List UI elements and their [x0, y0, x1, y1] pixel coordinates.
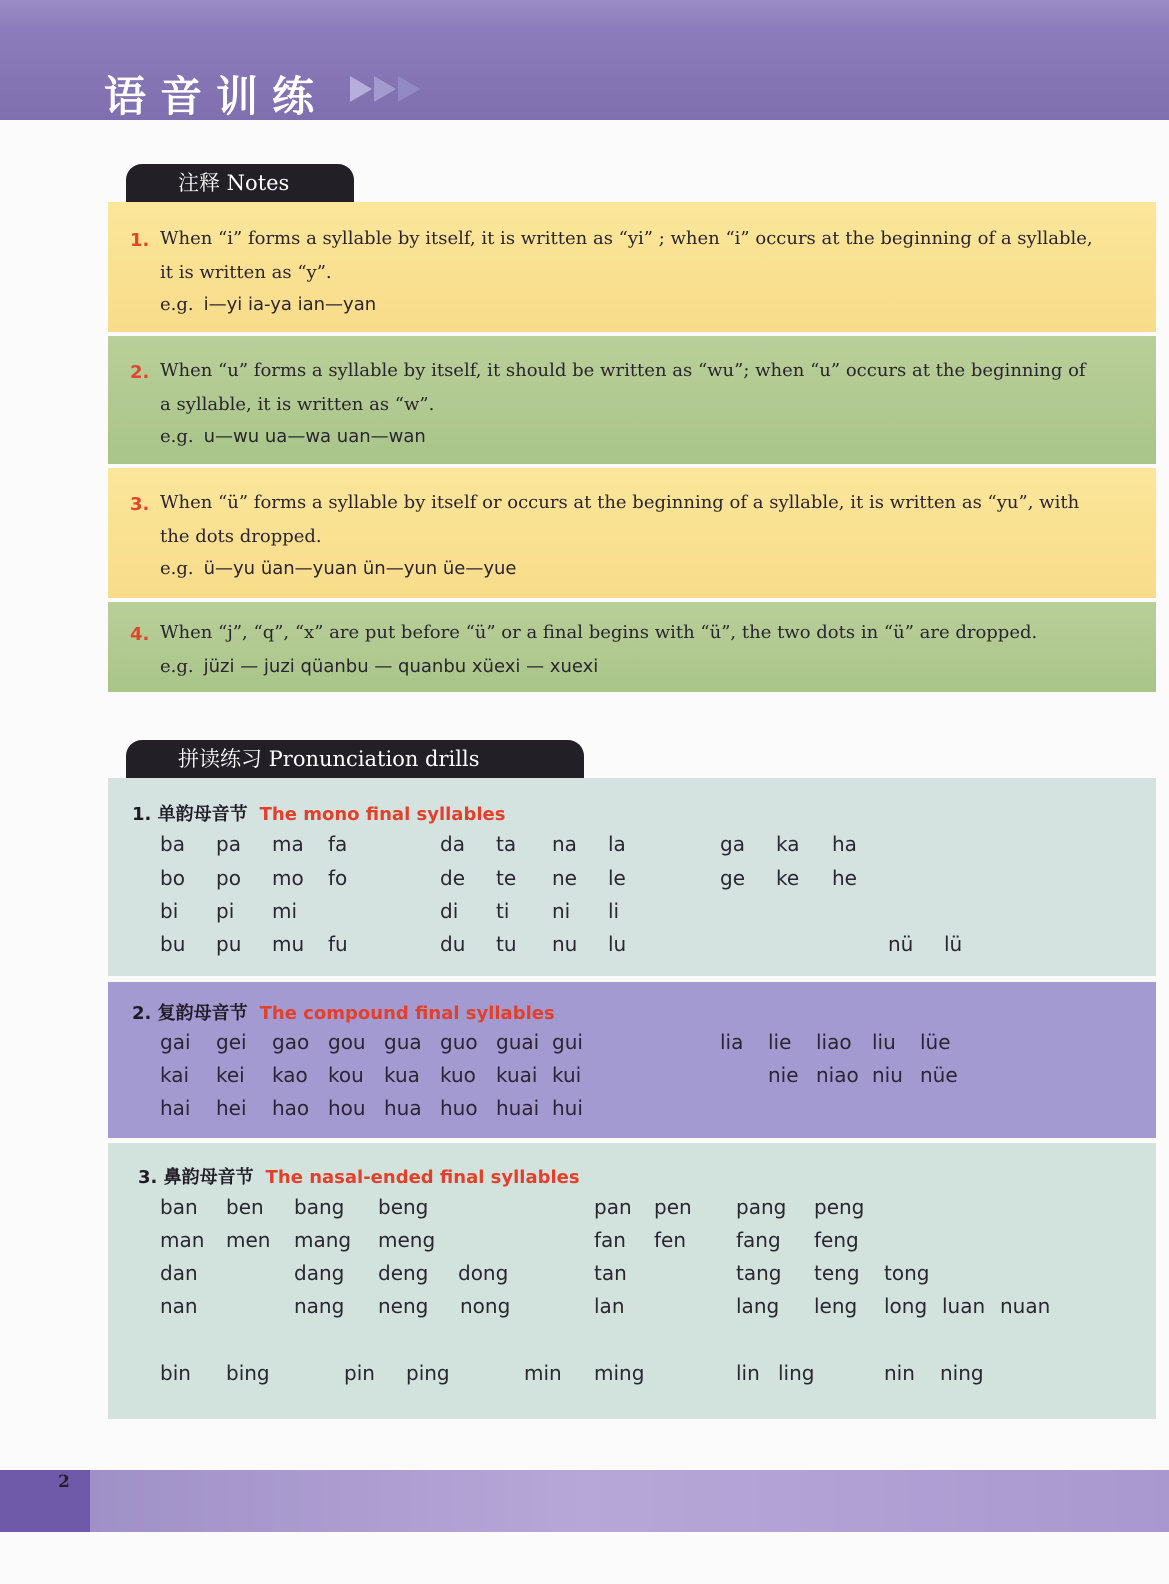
arrow-icon [398, 76, 420, 102]
note-text-line: it is written as “y”. [160, 262, 332, 283]
syllable: ping [406, 1361, 450, 1385]
syllable: pa [216, 832, 241, 856]
syllable: ba [160, 832, 185, 856]
syllable: du [440, 932, 466, 956]
syllable: pen [654, 1195, 692, 1219]
note-example [160, 294, 376, 315]
syllable: gou [328, 1030, 366, 1054]
syllable: long [884, 1294, 928, 1318]
triple-arrow-icon [350, 76, 420, 102]
syllable: hai [160, 1096, 191, 1120]
syllable: kai [160, 1063, 190, 1087]
syllable: dang [294, 1261, 345, 1285]
syllable: le [608, 866, 626, 890]
syllable: nüe [920, 1063, 958, 1087]
compound-finals-section [108, 982, 1156, 1138]
note-example [160, 426, 426, 447]
syllable: neng [378, 1294, 429, 1318]
syllable: nang [294, 1294, 345, 1318]
syllable: mo [272, 866, 304, 890]
section-title [132, 999, 555, 1025]
syllable: nuan [1000, 1294, 1051, 1318]
note-text-line: When “ü” forms a syllable by itself or occurs at the beginning of a syllable, it is written as “yu”, with [160, 492, 1080, 513]
arrow-icon [374, 76, 396, 102]
syllable: de [440, 866, 465, 890]
footer-band [0, 1470, 1169, 1532]
syllable: nong [460, 1294, 511, 1318]
section-title-zh: 3. 鼻韵母音节 [138, 1167, 254, 1188]
syllable: meng [378, 1228, 436, 1252]
syllable: hou [328, 1096, 366, 1120]
note-text-line: When “u” forms a syllable by itself, it should be written as “wu”; when “u” occurs at the beginning of [160, 360, 1086, 381]
syllable: lie [768, 1030, 792, 1054]
syllable: beng [378, 1195, 429, 1219]
syllable: men [226, 1228, 271, 1252]
section-title-en: The compound final syllables [259, 1003, 555, 1024]
syllable: ning [940, 1361, 984, 1385]
syllable: tang [736, 1261, 782, 1285]
header-band [0, 0, 1169, 120]
syllable: kao [272, 1063, 308, 1087]
syllable: gai [160, 1030, 191, 1054]
syllable: fan [594, 1228, 626, 1252]
syllable: fo [328, 866, 348, 890]
syllable: lang [736, 1294, 780, 1318]
syllable: lia [720, 1030, 744, 1054]
syllable: pi [216, 899, 235, 923]
syllable: te [496, 866, 517, 890]
syllable: ka [776, 832, 800, 856]
syllable: ne [552, 866, 577, 890]
example-label: e.g. [160, 426, 194, 447]
note-number: 3. [130, 494, 150, 515]
syllable: ge [720, 866, 745, 890]
syllable: hui [552, 1096, 583, 1120]
syllable: nin [884, 1361, 915, 1385]
syllable: dan [160, 1261, 198, 1285]
nasal-finals-section [108, 1143, 1156, 1419]
syllable: ni [552, 899, 571, 923]
syllable: kuo [440, 1063, 476, 1087]
arrow-icon [350, 76, 372, 102]
syllable: mang [294, 1228, 352, 1252]
syllable: feng [814, 1228, 859, 1252]
syllable: kuai [496, 1063, 538, 1087]
syllable: fen [654, 1228, 687, 1252]
notes-tab: 注释 Notes [126, 164, 354, 202]
syllable: deng [378, 1261, 429, 1285]
syllable: fang [736, 1228, 781, 1252]
syllable: ha [832, 832, 857, 856]
syllable: mu [272, 932, 305, 956]
note-example [160, 558, 517, 579]
syllable: po [216, 866, 241, 890]
syllable: he [832, 866, 857, 890]
syllable: bu [160, 932, 186, 956]
syllable: ming [594, 1361, 645, 1385]
drills-tab: 拼读练习 Pronunciation drills [126, 740, 584, 778]
section-title [132, 800, 505, 826]
syllable: lan [594, 1294, 625, 1318]
syllable: fu [328, 932, 348, 956]
note-text-line: When “j”, “q”, “x” are put before “ü” or a final begins with “ü”, the two dots in “ü” are dropped. [160, 622, 1038, 643]
syllable: niu [872, 1063, 903, 1087]
example-label: e.g. [160, 558, 194, 579]
syllable: niao [816, 1063, 859, 1087]
mono-finals-section [108, 778, 1156, 976]
note-box-2 [108, 336, 1156, 464]
syllable: hua [384, 1096, 422, 1120]
syllable: kua [384, 1063, 420, 1087]
section-title-en: The nasal-ended final syllables [265, 1167, 580, 1188]
syllable: kei [216, 1063, 245, 1087]
syllable: dong [458, 1261, 509, 1285]
syllable: gei [216, 1030, 247, 1054]
syllable: la [608, 832, 626, 856]
syllable: gui [552, 1030, 583, 1054]
note-text-line: the dots dropped. [160, 526, 322, 547]
syllable: nu [552, 932, 578, 956]
syllable: min [524, 1361, 562, 1385]
syllable: pin [344, 1361, 375, 1385]
syllable: ma [272, 832, 304, 856]
syllable: lü [944, 932, 963, 956]
syllable: gao [272, 1030, 310, 1054]
syllable: fa [328, 832, 348, 856]
page-title: 语音训练 [104, 72, 329, 121]
syllable: bo [160, 866, 185, 890]
syllable: bing [226, 1361, 270, 1385]
syllable: tan [594, 1261, 627, 1285]
syllable: ta [496, 832, 517, 856]
syllable: ti [496, 899, 510, 923]
syllable: liu [872, 1030, 896, 1054]
syllable: huai [496, 1096, 540, 1120]
syllable: nie [768, 1063, 799, 1087]
section-title-zh: 2. 复韵母音节 [132, 1003, 248, 1024]
syllable: hao [272, 1096, 310, 1120]
syllable: bi [160, 899, 179, 923]
syllable: liao [816, 1030, 852, 1054]
note-box-3 [108, 468, 1156, 598]
note-number: 1. [130, 230, 150, 251]
syllable: leng [814, 1294, 858, 1318]
syllable: guo [440, 1030, 478, 1054]
syllable: peng [814, 1195, 865, 1219]
syllable: bang [294, 1195, 345, 1219]
section-title-en: The mono final syllables [259, 804, 506, 825]
example-text: ü—yu üan—yuan ün—yun üe—yue [203, 558, 517, 579]
syllable: pu [216, 932, 242, 956]
syllable: tong [884, 1261, 930, 1285]
syllable: mi [272, 899, 298, 923]
example-text: jüzi — juzi qüanbu — quanbu xüexi — xuexi [203, 656, 599, 677]
example-label: e.g. [160, 656, 194, 677]
syllable: ling [778, 1361, 815, 1385]
syllable: teng [814, 1261, 860, 1285]
syllable: lu [608, 932, 627, 956]
example-text: i—yi ia-ya ian—yan [203, 294, 377, 315]
syllable: pang [736, 1195, 787, 1219]
note-box-1 [108, 202, 1156, 332]
syllable: gua [384, 1030, 422, 1054]
note-box-4 [108, 602, 1156, 692]
section-title [138, 1163, 580, 1189]
example-label: e.g. [160, 294, 194, 315]
syllable: lin [736, 1361, 760, 1385]
syllable: luan [942, 1294, 986, 1318]
section-title-zh: 1. 单韵母音节 [132, 804, 248, 825]
syllable: bin [160, 1361, 191, 1385]
syllable: nü [888, 932, 914, 956]
syllable: kui [552, 1063, 582, 1087]
syllable: na [552, 832, 577, 856]
syllable: ke [776, 866, 800, 890]
syllable: hei [216, 1096, 247, 1120]
syllable: di [440, 899, 459, 923]
note-text-line: When “i” forms a syllable by itself, it is written as “yi” ; when “i” occurs at the beginning of a syllable, [160, 228, 1093, 249]
syllable: nan [160, 1294, 198, 1318]
syllable: kou [328, 1063, 364, 1087]
syllable: guai [496, 1030, 540, 1054]
syllable: ban [160, 1195, 198, 1219]
note-text-line: a syllable, it is written as “w”. [160, 394, 435, 415]
syllable: ben [226, 1195, 264, 1219]
note-number: 2. [130, 362, 150, 383]
page-number-box [0, 1470, 90, 1532]
example-text: u—wu ua—wa uan—wan [203, 426, 426, 447]
note-number: 4. [130, 624, 150, 645]
page-number: 2 [58, 1472, 70, 1492]
syllable: li [608, 899, 620, 923]
syllable: lüe [920, 1030, 951, 1054]
syllable: da [440, 832, 465, 856]
note-example [160, 656, 598, 677]
syllable: huo [440, 1096, 478, 1120]
syllable: tu [496, 932, 517, 956]
syllable: man [160, 1228, 205, 1252]
syllable: pan [594, 1195, 632, 1219]
syllable: ga [720, 832, 745, 856]
